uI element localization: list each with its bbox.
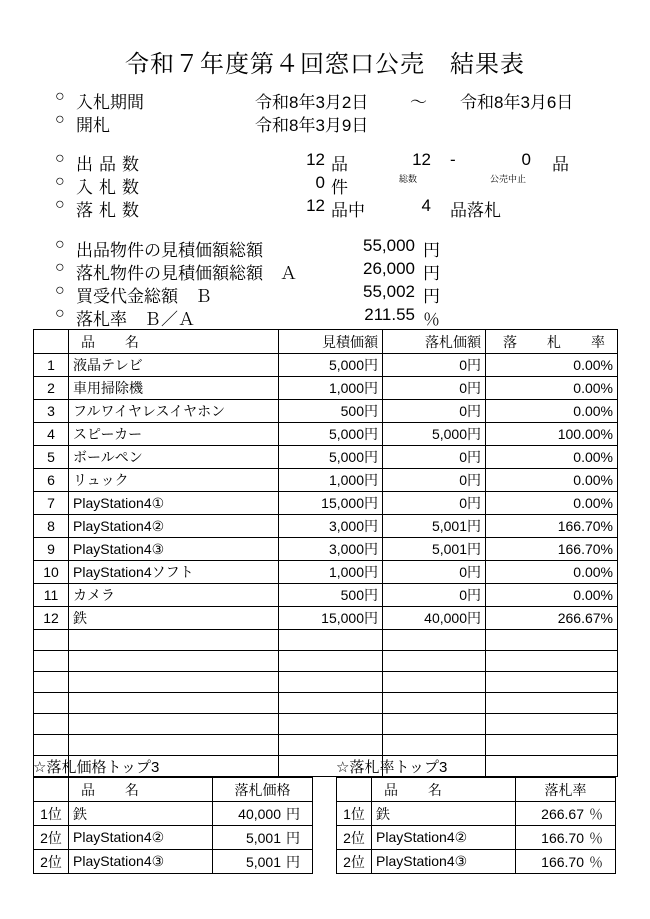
cell-no: 2 — [34, 377, 69, 400]
cell-winning: 0円 — [383, 354, 486, 377]
cell-no: 5 — [34, 446, 69, 469]
bid-period-label: 入札期間 — [76, 93, 144, 112]
table-row-empty — [34, 651, 618, 672]
page-title: 令和７年度第４回窓口公売 結果表 — [125, 51, 525, 78]
cell-name-empty — [69, 630, 279, 651]
cell-rate: 166.70% — [486, 538, 618, 561]
cell-rate: 0.00% — [486, 561, 618, 584]
header-name: 品 名 — [69, 330, 279, 354]
bullet-icon: ○ — [55, 196, 65, 213]
cell-amount: 40,000 — [238, 805, 281, 822]
table-row — [34, 354, 618, 377]
table-row — [34, 515, 618, 538]
cell-unit: 円 — [286, 829, 300, 846]
summary-gap-2 — [55, 219, 635, 236]
cell-name: PlayStation4③ — [69, 850, 213, 874]
top-price-body — [34, 802, 313, 874]
cell-name: PlayStation4① — [69, 492, 279, 515]
cell-value — [516, 850, 616, 874]
cell-no: 4 — [34, 423, 69, 446]
cell-estimate-empty — [279, 693, 383, 714]
cell-rate-empty — [486, 735, 618, 756]
table-row — [34, 561, 618, 584]
cell-rate: 0.00% — [486, 400, 618, 423]
cell-estimate-empty — [279, 735, 383, 756]
cell-rate: 0.00% — [486, 469, 618, 492]
opening-label: 開札 — [76, 116, 110, 135]
cell-name-empty — [69, 693, 279, 714]
header-rank — [337, 778, 372, 802]
cell-unit: ％ — [589, 805, 603, 822]
estimate-total-value: 55,000 — [363, 236, 415, 255]
cell-rank: 2位 — [34, 826, 69, 850]
table-row — [337, 826, 616, 850]
cell-name-empty — [69, 651, 279, 672]
cell-rate-empty — [486, 651, 618, 672]
bid-period-end: 令和8年3月6日 — [460, 93, 574, 112]
awarded-count-value: 12 — [306, 196, 325, 215]
cell-estimate: 3,000円 — [279, 538, 383, 561]
cell-amount: 5,001 — [245, 853, 281, 870]
cell-name: リュック — [69, 469, 279, 492]
cell-rank: 2位 — [337, 850, 372, 874]
cell-name: 液晶テレビ — [69, 354, 279, 377]
cell-value — [213, 802, 313, 826]
cell-rate: 166.70% — [486, 515, 618, 538]
cell-amount: 166.70 — [541, 853, 584, 870]
cell-winning: 5,000円 — [383, 423, 486, 446]
cell-no: 3 — [34, 400, 69, 423]
header-winning: 落札価額 — [383, 330, 486, 354]
listed-count-total: 12 — [412, 150, 431, 169]
cell-winning-empty — [383, 672, 486, 693]
cell-estimate: 1,000円 — [279, 469, 383, 492]
cell-unit: ％ — [589, 853, 603, 870]
summary-row-opening — [55, 111, 635, 134]
bid-period-start: 令和8年3月2日 — [255, 93, 369, 112]
note-total: 総数 — [398, 174, 417, 184]
listed-count-label: 出品数 — [76, 155, 145, 174]
cell-rate: 0.00% — [486, 354, 618, 377]
cell-winning: 5,001円 — [383, 538, 486, 561]
cell-winning-empty — [383, 630, 486, 651]
cell-winning: 0円 — [383, 377, 486, 400]
top-rate-title: ☆落札率トップ3 — [336, 759, 448, 776]
award-rate-unit: ％ — [423, 310, 440, 329]
results-table-body — [34, 354, 618, 777]
bullet-icon: ○ — [55, 259, 65, 276]
cell-value — [516, 802, 616, 826]
table-row — [34, 469, 618, 492]
table-row — [34, 400, 618, 423]
cell-rank: 1位 — [337, 802, 372, 826]
summary-row-estimate-total — [55, 236, 635, 259]
awarded-estimate-total-unit: 円 — [423, 264, 440, 283]
cell-estimate: 15,000円 — [279, 607, 383, 630]
summary-row-award-rate — [55, 305, 635, 328]
summary-section — [55, 88, 635, 328]
table-row-empty — [34, 672, 618, 693]
table-row-empty — [34, 693, 618, 714]
listed-count-dash: - — [450, 150, 456, 169]
cell-rate-empty — [486, 630, 618, 651]
cell-winning-empty — [383, 651, 486, 672]
table-header-row — [34, 778, 313, 802]
table-row — [34, 492, 618, 515]
bullet-icon: ○ — [55, 282, 65, 299]
listed-count-unit2: 品 — [552, 155, 569, 174]
note-cancelled: 公売中止 — [489, 174, 526, 184]
header-value: 落札価格 — [213, 778, 313, 802]
table-row — [34, 850, 313, 874]
bid-count-value: 0 — [315, 173, 325, 192]
cell-name: 鉄 — [69, 802, 213, 826]
cell-estimate: 15,000円 — [279, 492, 383, 515]
award-rate-value: 211.55 — [364, 305, 415, 324]
cell-name: フルワイヤレスイヤホン — [69, 400, 279, 423]
bullet-icon: ○ — [55, 173, 65, 190]
cell-winning: 0円 — [383, 584, 486, 607]
cell-estimate: 500円 — [279, 584, 383, 607]
cell-name: カメラ — [69, 584, 279, 607]
bullet-icon: ○ — [55, 305, 65, 322]
results-table-header — [34, 330, 618, 354]
cell-no: 9 — [34, 538, 69, 561]
bid-count-unit: 件 — [331, 178, 348, 197]
cell-estimate-empty — [279, 714, 383, 735]
table-row-empty — [34, 714, 618, 735]
summary-row-bid-count — [55, 173, 635, 196]
summary-row-bid-period — [55, 88, 635, 111]
bullet-icon: ○ — [55, 111, 65, 128]
listed-count-value: 12 — [306, 150, 325, 169]
cell-estimate: 500円 — [279, 400, 383, 423]
cell-name: 鉄 — [69, 607, 279, 630]
cell-no: 6 — [34, 469, 69, 492]
cell-name-empty — [69, 672, 279, 693]
cell-name: PlayStation4② — [69, 826, 213, 850]
awarded-estimate-total-value: 26,000 — [363, 259, 415, 278]
cell-value — [213, 850, 313, 874]
header-name: 品 名 — [69, 778, 213, 802]
table-row — [337, 802, 616, 826]
table-row — [34, 377, 618, 400]
cell-name: 車用掃除機 — [69, 377, 279, 400]
cell-rate-empty — [486, 756, 618, 777]
cell-name-empty — [69, 714, 279, 735]
top-price-title: ☆落札価格トップ3 — [33, 759, 160, 776]
summary-row-awarded-count — [55, 196, 635, 219]
cell-estimate: 5,000円 — [279, 354, 383, 377]
summary-row-awarded-estimate-total — [55, 259, 635, 282]
purchase-total-label: 買受代金総額 Ｂ — [76, 287, 212, 306]
cell-amount: 166.70 — [541, 829, 584, 846]
awarded-count-label: 落札数 — [76, 201, 145, 220]
cell-rate: 0.00% — [486, 584, 618, 607]
bid-count-label: 入札数 — [76, 178, 145, 197]
cell-name: PlayStation4③ — [69, 538, 279, 561]
cell-name: PlayStation4③ — [372, 850, 516, 874]
cell-unit: 円 — [286, 805, 300, 822]
cell-no-empty — [34, 630, 69, 651]
cell-winning: 5,001円 — [383, 515, 486, 538]
table-header-row — [337, 778, 616, 802]
header-estimate: 見積価額 — [279, 330, 383, 354]
cell-value — [516, 826, 616, 850]
cell-value — [213, 826, 313, 850]
purchase-total-value: 55,002 — [363, 282, 415, 301]
summary-row-listed-count — [55, 150, 635, 184]
cell-name: PlayStation4② — [69, 515, 279, 538]
cell-no: 12 — [34, 607, 69, 630]
cell-no: 1 — [34, 354, 69, 377]
cell-rank: 1位 — [34, 802, 69, 826]
cell-rate: 0.00% — [486, 492, 618, 515]
cell-estimate: 3,000円 — [279, 515, 383, 538]
cell-winning: 0円 — [383, 469, 486, 492]
purchase-total-unit: 円 — [423, 287, 440, 306]
cell-name: 鉄 — [372, 802, 516, 826]
cell-estimate-empty — [279, 651, 383, 672]
cell-name: ボールペン — [69, 446, 279, 469]
cell-no: 10 — [34, 561, 69, 584]
header-rank — [34, 778, 69, 802]
cell-estimate: 5,000円 — [279, 423, 383, 446]
cell-estimate-empty — [279, 630, 383, 651]
cell-name: スピーカー — [69, 423, 279, 446]
table-row — [34, 826, 313, 850]
cell-no-empty — [34, 651, 69, 672]
top-rate-table — [336, 777, 616, 874]
cell-amount: 266.67 — [541, 805, 584, 822]
table-row-empty — [34, 735, 618, 756]
table-row — [34, 584, 618, 607]
header-name: 品 名 — [372, 778, 516, 802]
cell-name: PlayStation4ソフト — [69, 561, 279, 584]
cell-rate-empty — [486, 672, 618, 693]
opening-date: 令和8年3月9日 — [255, 116, 369, 135]
estimate-total-unit: 円 — [423, 241, 440, 260]
table-row — [34, 446, 618, 469]
table-row — [337, 850, 616, 874]
bullet-icon: ○ — [55, 150, 65, 167]
header-no — [34, 330, 69, 354]
header-rate: 落 札 率 — [486, 330, 618, 354]
top-rate-body — [337, 802, 616, 874]
cell-winning: 0円 — [383, 446, 486, 469]
cell-unit: 円 — [286, 853, 300, 870]
cell-winning: 0円 — [383, 492, 486, 515]
table-row — [34, 607, 618, 630]
awarded-estimate-total-label: 落札物件の見積価額総額 Ａ — [76, 264, 297, 283]
bullet-icon: ○ — [55, 236, 65, 253]
awarded-count-awarded: 4 — [421, 196, 431, 215]
table-row — [34, 538, 618, 561]
cell-estimate: 1,000円 — [279, 377, 383, 400]
header-value: 落札率 — [516, 778, 616, 802]
top-price-table — [33, 777, 313, 874]
cell-no-empty — [34, 714, 69, 735]
table-row-empty — [34, 630, 618, 651]
summary-gap — [55, 134, 635, 150]
cell-estimate: 1,000円 — [279, 561, 383, 584]
listed-count-cancelled: 0 — [521, 150, 531, 169]
awarded-count-unit: 品中 — [331, 201, 365, 220]
estimate-total-label: 出品物件の見積価額総額 — [76, 241, 263, 260]
cell-unit: ％ — [589, 829, 603, 846]
awarded-count-unit2: 品落札 — [450, 201, 501, 220]
table-row — [34, 423, 618, 446]
cell-rate: 100.00% — [486, 423, 618, 446]
cell-rate-empty — [486, 693, 618, 714]
cell-estimate-empty — [279, 672, 383, 693]
cell-estimate: 5,000円 — [279, 446, 383, 469]
top-rate-header — [337, 778, 616, 802]
cell-winning: 0円 — [383, 400, 486, 423]
listed-count-unit: 品 — [331, 155, 348, 174]
table-row — [34, 802, 313, 826]
cell-no: 11 — [34, 584, 69, 607]
bullet-icon: ○ — [55, 88, 65, 105]
table-header-row — [34, 330, 618, 354]
cell-no-empty — [34, 672, 69, 693]
cell-winning-empty — [383, 735, 486, 756]
cell-name-empty — [69, 735, 279, 756]
cell-name: PlayStation4② — [372, 826, 516, 850]
cell-rank: 2位 — [34, 850, 69, 874]
cell-no-empty — [34, 693, 69, 714]
cell-no: 8 — [34, 515, 69, 538]
top-price-header — [34, 778, 313, 802]
summary-row-purchase-total — [55, 282, 635, 305]
cell-winning-empty — [383, 714, 486, 735]
cell-rate: 0.00% — [486, 377, 618, 400]
cell-winning-empty — [383, 693, 486, 714]
cell-rate-empty — [486, 714, 618, 735]
cell-winning: 40,000円 — [383, 607, 486, 630]
cell-rate: 266.67% — [486, 607, 618, 630]
bid-period-separator: ～ — [410, 93, 427, 112]
results-table — [33, 329, 618, 777]
cell-no-empty — [34, 735, 69, 756]
award-rate-label: 落札率 Ｂ／Ａ — [76, 310, 195, 329]
cell-rate: 0.00% — [486, 446, 618, 469]
cell-winning: 0円 — [383, 561, 486, 584]
cell-amount: 5,001 — [245, 829, 281, 846]
cell-rank: 2位 — [337, 826, 372, 850]
cell-no: 7 — [34, 492, 69, 515]
